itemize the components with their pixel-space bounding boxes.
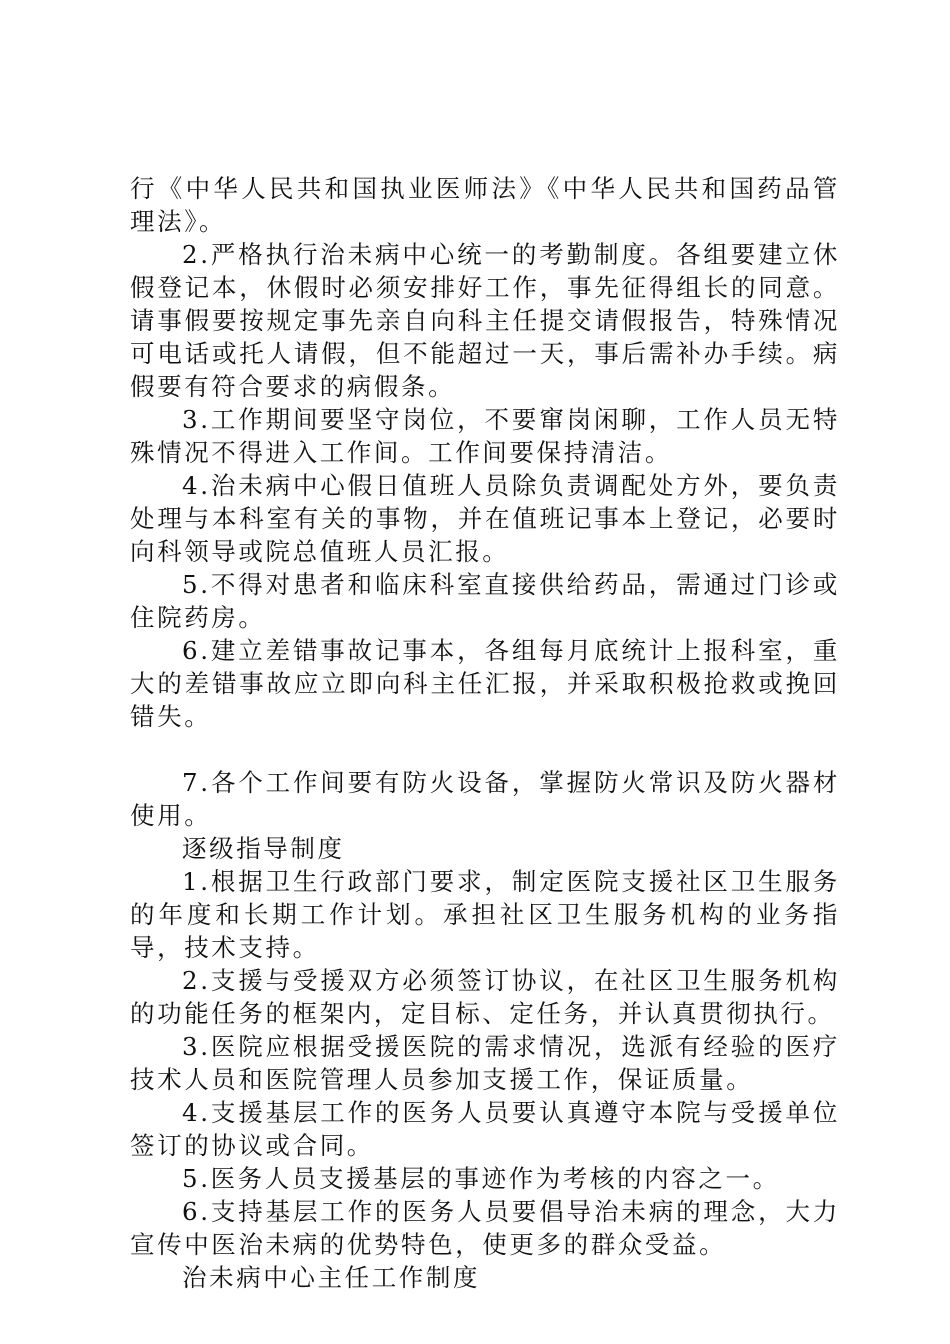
section-heading-guidance: 逐级指导制度 (182, 834, 345, 863)
guidance-item-2: 2.支援与受援双方必须签订协议，在社区卫生服务机构的功能任务的框架内，定目标、定任务，并认真贯彻执行。 (130, 966, 840, 1028)
paragraph-item-5: 5.不得对患者和临床科室直接供给药品，需通过门诊或住院药房。 (130, 570, 840, 632)
guidance-item-6: 6.支持基层工作的医务人员要倡导治未病的理念，大力宣传中医治未病的优势特色，使更多的群众受益。 (130, 1197, 840, 1259)
paragraph-item-3: 3.工作期间要坚守岗位，不要窜岗闲聊，工作人员无特殊情况不得进入工作间。工作间要保持清洁。 (130, 405, 840, 467)
document-body (130, 172, 840, 1294)
paragraph-item-2: 2.严格执行治未病中心统一的考勤制度。各组要建立休假登记本，休假时必须安排好工作，事先征得组长的同意。请事假要按规定事先亲自向科主任提交请假报告，特殊情况可电话或托人请假，但不能超过一天，事后需补办手续。病假要有符合要求的病假条。 (130, 240, 840, 401)
paragraph-continuation: 行《中华人民共和国执业医师法》《中华人民共和国药品管理法》。 (130, 174, 840, 236)
guidance-item-5: 5.医务人员支援基层的事迹作为考核的内容之一。 (182, 1164, 780, 1193)
paragraph-item-6: 6.建立差错事故记事本，各组每月底统计上报科室，重大的差错事故应立即向科主任汇报，并采取积极抢救或挽回错失。 (130, 636, 840, 731)
section-heading-director: 治未病中心主任工作制度 (182, 1263, 481, 1292)
guidance-item-1: 1.根据卫生行政部门要求，制定医院支援社区卫生服务的年度和长期工作计划。承担社区卫生服务机构的业务指导，技术支持。 (130, 867, 840, 962)
blank-line (130, 733, 840, 766)
paragraph-item-7: 7.各个工作间要有防火设备，掌握防火常识及防火器材使用。 (130, 768, 840, 830)
guidance-item-4: 4.支援基层工作的医务人员要认真遵守本院与受援单位签订的协议或合同。 (130, 1098, 840, 1160)
paragraph-item-4: 4.治未病中心假日值班人员除负责调配处方外，要负责处理与本科室有关的事物，并在值班记事本上登记，必要时向科领导或院总值班人员汇报。 (130, 471, 840, 566)
guidance-item-3: 3.医院应根据受援医院的需求情况，选派有经验的医疗技术人员和医院管理人员参加支援工作，保证质量。 (130, 1032, 840, 1094)
